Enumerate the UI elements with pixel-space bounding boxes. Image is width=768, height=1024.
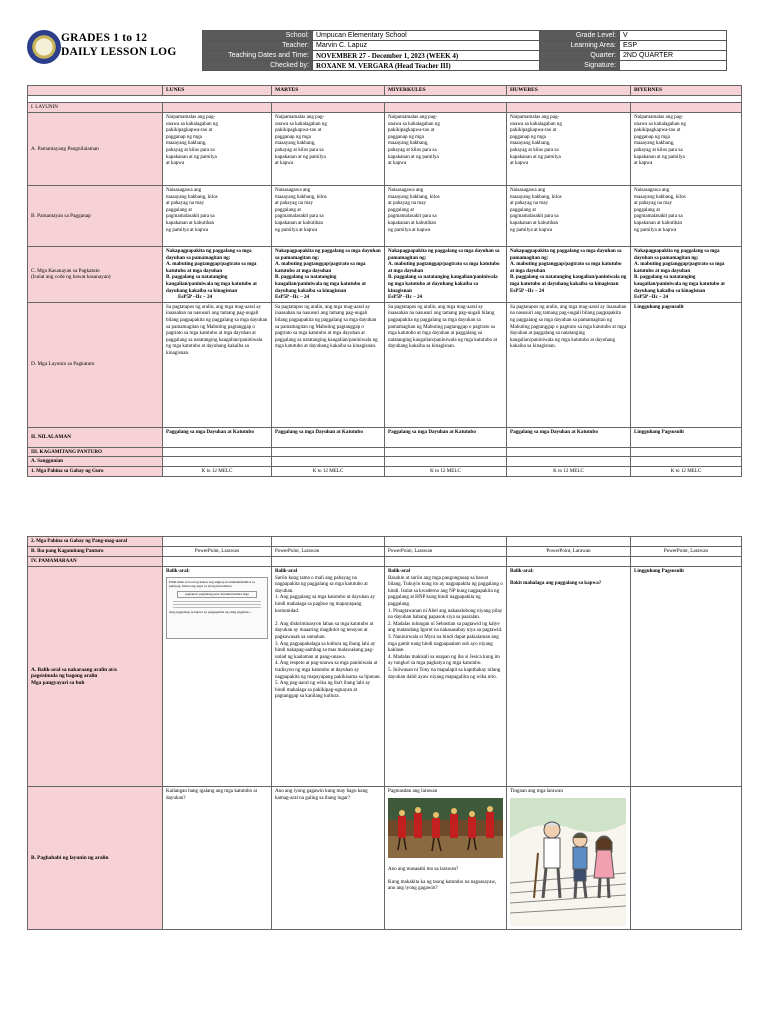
header-info-table xyxy=(202,30,727,71)
pamantayang-wed: Naipamamalas ang pag- unawa sa kahalagahan ng pakikipagkapwa-tao at pagganap ng mga maaayang hakbang, pahayag at kilos para sa kapakanan at ng pamilya at kapwa xyxy=(385,113,507,186)
kasanayan-code: EsP5P –IIc – 24 xyxy=(275,294,310,301)
area-value: ESP xyxy=(620,41,727,51)
day-header-mon: LUNES xyxy=(163,86,272,96)
pagganap-fri: Naisasagawa ang maaayang hakbang, kilos at pahayag na may paggalang at pagmamalasakit para sa kapakanan at kabutihan ng pamilya at kapwa xyxy=(631,186,742,247)
lesson-log-header xyxy=(27,30,741,74)
gabay-thu: K to 12 MELC xyxy=(507,466,631,476)
kasanayan-mon xyxy=(163,247,272,303)
checked-label: Checked by: xyxy=(203,61,313,71)
pagganap-tue: Naisasagawa ang maaayang hakbang, kilos at pahayag na may paggalang at pagmamalasakit para sa kapakanan at kabutihan ng pamilya at kapwa xyxy=(272,186,385,247)
gabay-mon: K to 12 MELC xyxy=(163,466,272,476)
iba-label: B. Iba pang Kagamitang Panturo xyxy=(28,547,163,557)
kasanayan-text: Nakapagpapakita ng paggalang sa mga dayuhan sa pamamagitan ng: A. mabuting pagtanggap/pagtrato sa mga katutubo at mga dayuhan B. paggalang sa natatanging kaugalian/paniniwala ng mga katutubo at dayuhang kakaiba sa kinagisnan xyxy=(275,248,381,294)
dates-value: NOVEMBER 27 - December 1, 2023 (WEEK 4) xyxy=(313,51,540,61)
kasanayan-text: Nakapagpapakita ng paggalang sa mga dayuhan sa pamamagitan ng: A. mabuting pagtanggap/pagtrato sa mga katutubo at mga dayuhan B. paggalang sa natatanging kaugalian/paniniwala ng mga katutubo at dayuhang kakaiba sa kinagisnan xyxy=(388,248,500,294)
grade-label: Grade Level: xyxy=(540,31,620,41)
worksheet-line xyxy=(173,607,261,608)
nilalaman-tue: Paggalang sa mga Dayuhan at Katutubo xyxy=(272,427,385,447)
pagganap-thu: Naisasagawa ang maaayang hakbang, kilos at pahayag na may paggalang at pagmamalasakit para sa kapakanan at kabutihan ng pamilya at kapwa xyxy=(507,186,631,247)
title-line-2: DAILY LESSON LOG xyxy=(61,46,177,58)
day-header-thu: HUWEBES xyxy=(507,86,631,96)
lesson-table-part-2 xyxy=(27,536,742,930)
kasanayan-code: EsP5P –IIc – 24 xyxy=(510,287,545,294)
kasanayan-label: C. Mga Kasanayan sa Pagkatuto (Isulat ang code ng bawat kasanayan) xyxy=(28,247,163,303)
nilalaman-mon: Paggalang sa mga Dayuhan at Katutubo xyxy=(163,427,272,447)
pamantayang-label: A. Pamantayang Pangnilalaman xyxy=(28,113,163,186)
kasanayan-wed xyxy=(385,247,507,303)
kasanayan-text: Nakapagpapakita ng paggalang sa mga dayuhan sa pamamagitan ng: A. mabuting pagtanggap/pagtrato sa mga katutubo at mga dayuhan B. paggalang sa natatanging kaugalian/paniniwala ng mga katutubo at dayuhang kakaiba sa kinagisnan xyxy=(166,248,257,294)
iba-mon: PowerPoint, Larawan xyxy=(163,547,272,557)
iba-wed: PowerPoint, Larawan xyxy=(385,547,507,557)
gabay-tue: K to 12 MELC xyxy=(272,466,385,476)
balik-aral-tue xyxy=(272,567,385,787)
teacher-value: Marvin C. Lapuz xyxy=(313,41,540,51)
document-title xyxy=(61,31,176,59)
balik-aral-wed xyxy=(385,567,507,787)
kasanayan-thu xyxy=(507,247,631,303)
quarter-label: Quarter: xyxy=(540,51,620,61)
dancers-photo xyxy=(388,798,503,858)
pamantayang-tue: Naipamamalas ang pag- unawa sa kahalagahan ng pakikipagkapwa-tao at pagganap ng mga maaayang hakbang, pahayag at kilos para sa kapakanan at ng pamilya at kapwa xyxy=(272,113,385,186)
pagganap-wed: Naisasagawa ang maaayang hakbang, kilos at pahayag na may paggalang at pagmamalasakit para sa kapakanan at kabutihan ng pamilya at kapwa xyxy=(385,186,507,247)
paghahabi-fri xyxy=(631,787,742,930)
layunin-heading: I. LAYUNIN xyxy=(28,103,163,113)
balik-aral-wed-text: Basahin at suriin ang mga pangungusap sa bawat bilang. Tukuyin kung ito ay nagpapakita ng paggalang o hindi. Isulat sa kwaderno ang NP kung nagpapakita ng paggalang at HNP kung hindi nagpapakita ng paggalang. 1. Pinagtawanan ni Abel ang nakasalubong niyang pilay na dayuhan habang papasok siya sa paaralan. 2. Madalas tulungan ni Sebastian sa pagtawid ng kalye ang matandang Igorot na nakasasabay niya sa pagtawid. 3. Naninirwala si Myra na hindi dapat pakialaman ang mga gamit nang hindi nagpapaalam sub ayo niyang kaklase. 4. Madalas makisali sa usapan ng iba si Jesica kung ito ay tungkol sa mga pagkatya ng mga katutubo. 5. Iniiwasan ni Tony na mapalapit sa kapitbahay nilang dayuhan dahil ayaw niyang mapagaliita ng wika nito. xyxy=(388,574,503,680)
lesson-table-part-1 xyxy=(27,85,742,477)
school-value: Umpucan Elementary School xyxy=(313,31,540,41)
paghahabi-thu-heading: Tingnan ang mga larawan xyxy=(510,788,563,794)
gabay-wed: K to 12 MELC xyxy=(385,466,507,476)
gabay-label: 1. Mga Pahina sa Gabay ng Guro xyxy=(28,466,163,476)
nilalaman-fri: Lingguhang Pagsusulit xyxy=(631,427,742,447)
balik-aral-heading: Balik-aral xyxy=(275,568,298,574)
iba-tue: PowerPoint, Larawan xyxy=(272,547,385,557)
worksheet-image xyxy=(166,577,268,639)
nilalaman-wed: Paggalang sa mga Dayuhan at Katutubo xyxy=(385,427,507,447)
worksheet-line xyxy=(173,604,261,605)
kasanayan-text: Nakapagpapakita ng paggalang sa mga dayuhan sa pamamagitan ng: A. mabuting pagtanggap/pagtrato sa mga katutubo at mga dayuhan B. paggalang sa natatanging kaugalian/paniniwala ng mga katutubo at dayuhang kakaiba sa kinagisnan xyxy=(634,248,725,294)
kasanayan-code: EsP5P –IIc – 24 xyxy=(178,294,213,301)
signature-label: Signature: xyxy=(540,61,620,71)
kasanayan-code: EsP5P –IIc – 24 xyxy=(388,294,423,301)
iba-fri: PowerPoint, Larawan xyxy=(631,547,742,557)
layunin-pagkatuto-wed: Sa pagtatapos ng aralin, ang mga mag-aaral ay inaasahan na nasusuri ang tamang pag-uugali bilang pagpapakita ng paggalang sa mga dayuhan sa pamamagitan ng Mabuting pagtanggap o pagtrato sa mga katutubo at mga dayuhan at paggalang sa natatanging kaugalian/paniniwala ng mga katutubo at dayuhang kakaiba sa kinagisnan. xyxy=(385,302,507,427)
paghahabi-mon: Kailangan bang igalang ang mga katutubo at dayuhan? xyxy=(163,787,272,930)
paghahabi-wed-q2: Kung makakita ka ng taong katutubo na nagsasayaw, ano ang iyong gagawin? xyxy=(388,878,497,892)
layunin-pagkatuto-mon: Sa pagtatapos ng aralin, ang mga mag-aaral ay inaasahan na nasusuri ang tamang pag-uugali bilang pagpapakita ng paggalang sa mga dayuhan sa pamamagitan ng Mabuting pagtanggap o pagtrato sa mga katutubo at mga dayuhan at paggalang sa natatanging kaugalian/paniniwala ng mga katutubo at dayuhang kakaiba sa kinagisnan. xyxy=(163,302,272,427)
paghahabi-wed xyxy=(385,787,507,930)
pagganap-label: B. Pamantayan sa Pagganap xyxy=(28,186,163,247)
balik-aral-heading: Balik-aral: xyxy=(510,568,534,574)
balik-aral-label: A. Balik-aral sa nakaraang aralin at/o pagsisimula ng bagong aralin Mga pangyayari sa buh xyxy=(28,567,163,787)
layunin-pagkatuto-fri: Lingguhang pagsusulit xyxy=(631,302,742,427)
day-header-tue: MARTES xyxy=(272,86,385,96)
grade-value: V xyxy=(620,31,727,41)
dates-label: Teaching Dates and Time: xyxy=(203,51,313,61)
paghahabi-tue: Ano ang iyong gagawin kung may bago kang kamag-aral na galing sa ibang lugar? xyxy=(272,787,385,930)
layunin-pagkatuto-thu: Sa pagtatapos ng aralin, ang mga mag-aaral ay inaasahan na nasusuri ang tamang pag-uugali bilang pagpapakita ng paggalang sa mga dayuhan sa pamamagitan ng Mabuting pagtanggap o pagtrato sa mga katutubo at mga dayuhan at paggalang sa natatanging kaugalian/paniniwala ng mga katutubo at dayuhang kakaiba sa kinagisnan. xyxy=(507,302,631,427)
day-header-wed: MIYERKULES xyxy=(385,86,507,96)
pamantayang-mon: Naipamamalas ang pag- unawa sa kahalagahan ng pakikipagkapwa-tao at pagganap ng mga maaayang hakbang, pahayag at kilos para sa kapakanan at ng pamilya at kapwa xyxy=(163,113,272,186)
deped-seal-icon xyxy=(27,30,61,64)
balik-aral-fri: Lingguhang Pagsusulit xyxy=(631,567,742,787)
balik-aral-tue-text: Sariin kung tama o mali ang pahayag na nagpapakita ng paggalang sa mga katutubo at dayuhan. 1. Ang paggalang sa mga katutubo at dayuhan ay hindi mahalaga sa pagbuo ng mapayapang komunidad. 2. Ang diskriminasyon laban sa mga katutubo at dayuhan ay maaaring magdulot ng tensyon at pagkawasak sa samahan. 3. Ang pagpapahalaga sa kultura ng ibang lahi ay hindi nakapag-aambag sa mas malawakang pag-unlad ng kaalaman at pang-unawa. 4. Ang respeto at pag-unawa sa mga paniniwala at tradisyon ng mga katutubo at dayuhan ay nagpapakita ng mapayapang pakikisama sa lipunan. 5. Ang pag-aaral ng wika ng iba't ibang lahi ay hindi mahalaga sa pakikipag-ugnayan at pagtanggap sa kanilang kultura. xyxy=(275,574,381,700)
pamamaraan-label: IV. PAMAMARAAN xyxy=(28,557,163,567)
layunin-pagkatuto-tue: Sa pagtatapos ng aralin, ang mga mag-aaral ay inaasahan na nasusuri ang tamang pag-uugali bilang pagpapakita ng paggalang sa mga dayuhan sa pamamagitan ng Mabuting pagtanggap o pagtrato sa mga katutubo at mga dayuhan at paggalang sa natatanging kaugalian/paniniwala ng mga katutubo at dayuhang kakaiba sa kinagisnan. xyxy=(272,302,385,427)
pagganap-mon: Naisasagawa ang maaayang hakbang, kilos at pahayag na may paggalang at pagmamalasakit para sa kapakanan at kabutihan ng pamilya at kapwa xyxy=(163,186,272,247)
paghahabi-label: B. Paghahabi ng layunin ng aralin xyxy=(28,787,163,930)
spacer-row xyxy=(28,96,742,103)
pamantayang-thu: Naipamamalas ang pag- unawa sa kahalagahan ng pakikipagkapwa-tao at pagganap ng mga maaayang hakbang, pahayag at kilos para sa kapakanan at ng pamilya at kapwa xyxy=(507,113,631,186)
nilalaman-label: II. NILALAMAN xyxy=(28,427,163,447)
kasanayan-fri xyxy=(631,247,742,303)
balik-aral-mon xyxy=(163,567,272,787)
sanggunian-label: A. Sanggunian xyxy=(28,457,163,467)
nilalaman-thu: Paggalang sa mga Dayuhan at Katutubo xyxy=(507,427,631,447)
balik-aral-heading: Balik-aral: xyxy=(166,568,190,574)
balik-aral-thu xyxy=(507,567,631,787)
helping-elder-illustration xyxy=(510,798,626,926)
worksheet-instruction: Piliin mula sa loob ng kahon ang angkop na damdamin/kilos sa pahayag. Isulat ang sagot sa iyong kuwaderno. xyxy=(169,579,255,588)
iba-thu: PowerPoint, Larawan xyxy=(507,547,631,557)
quarter-value: 2ND QUARTER xyxy=(620,51,727,61)
paghahabi-wed-heading: Pagmasdan ang larawan xyxy=(388,788,438,794)
signature-value xyxy=(620,61,727,71)
worksheet-footer: Ang paggalang sa kapwa ay pagpapakita ng ating pagkatao... xyxy=(169,609,252,614)
day-header-fri: BIYERNES xyxy=(631,86,742,96)
teacher-label: Teacher: xyxy=(203,41,313,51)
corner-cell xyxy=(28,86,163,96)
layunin-pagkatuto-label: D. Mga Layunin sa Pagkatuto xyxy=(28,302,163,427)
kasanayan-text: Nakapagpapakita ng paggalang sa mga dayuhan sa pamamagitan ng: A. mabuting pagtanggap/pagtrato sa mga katutubo at mga dayuhan B. paggalang sa natatanging kaugalian/paniniwala ng mga katutubo at dayuhang kakaiba sa kinagisnan xyxy=(510,248,627,287)
school-label: School: xyxy=(203,31,313,41)
kagamitan-label: III. KAGAMITANG PANTURO xyxy=(28,447,163,457)
paghahabi-wed-q1: Ano ang masasabi mo sa larawan? xyxy=(388,866,459,873)
worksheet-line xyxy=(173,601,261,602)
pupil-pages-label: 2. Mga Pahina sa Gabay ng Pang-mag-aaral xyxy=(28,537,163,547)
kasanayan-tue xyxy=(272,247,385,303)
checked-value: ROXANE M. VERGARA (Head Teacher III) xyxy=(313,61,540,71)
kasanayan-code: EsP5P –IIc – 24 xyxy=(634,294,669,301)
pamantayang-fri: Naipamamalas ang pag- unawa sa kahalagahan ng pakikipagkapwa-tao at pagganap ng mga maaayang hakbang, pahayag at kilos para sa kapakanan at ng pamilya at kapwa xyxy=(631,113,742,186)
balik-aral-heading: Balik-aral xyxy=(388,568,411,574)
paghahabi-thu xyxy=(507,787,631,930)
gabay-fri: K to 12 MELC xyxy=(631,466,742,476)
balik-aral-thu-text: Bakit mahalaga ang paggalang sa kapwa? xyxy=(510,579,602,586)
worksheet-word-box: pagtanaw pagtulong pera dayuhan kultura mga xyxy=(177,591,257,597)
title-line-1: GRADES 1 to 12 xyxy=(61,32,148,44)
area-label: Learning Area: xyxy=(540,41,620,51)
